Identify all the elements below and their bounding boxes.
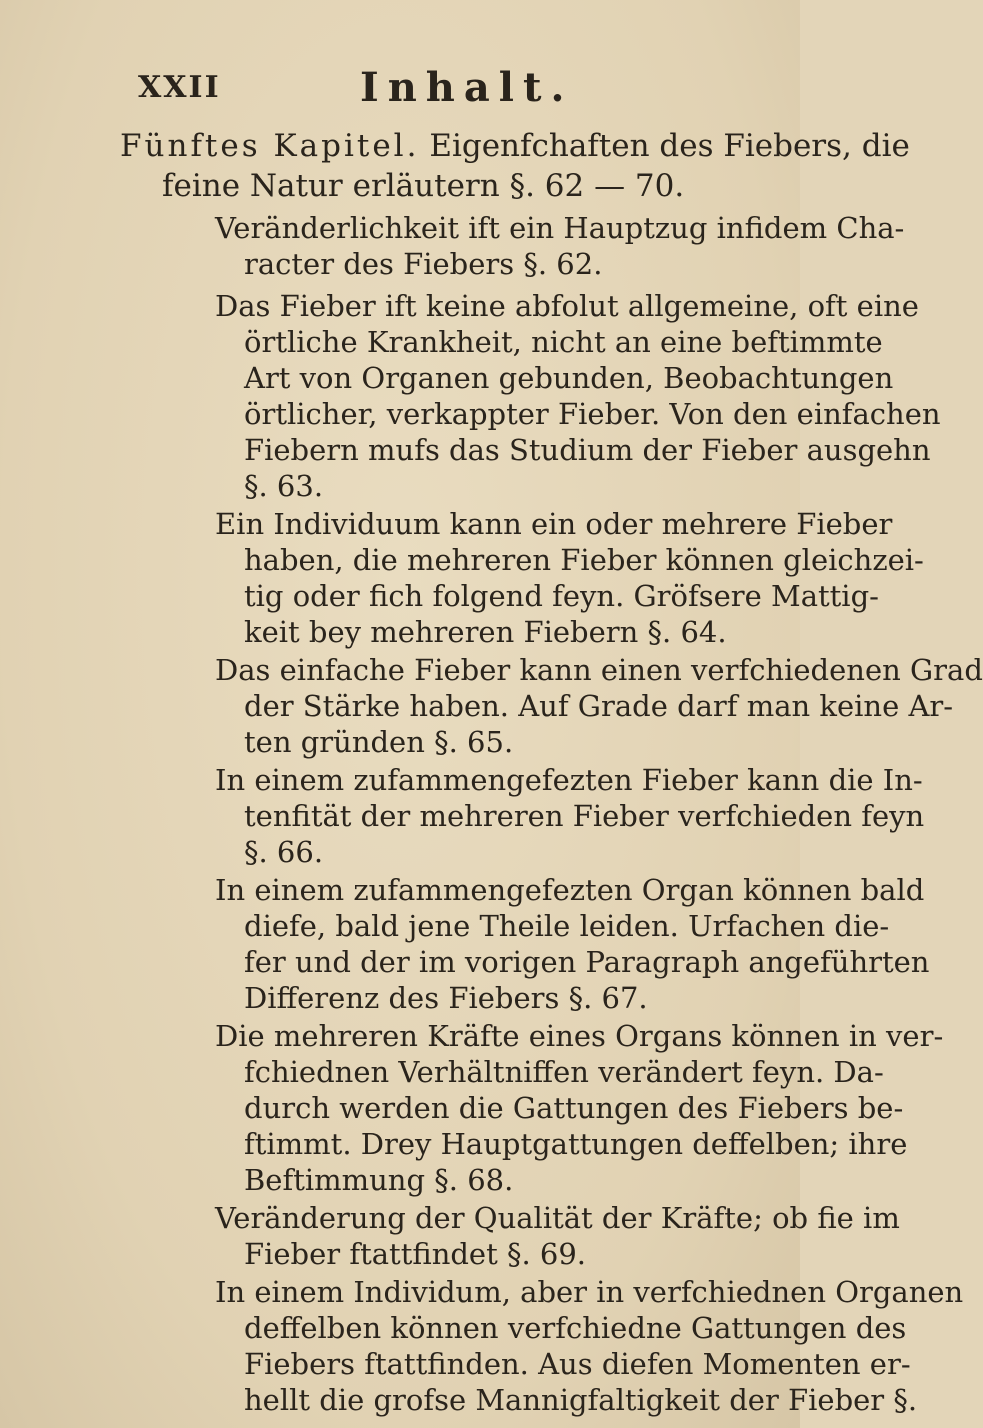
toc-line: tenfität der mehreren Fieber verfchieden feyn [244,799,925,833]
toc-line: Beftimmung §. 68. [244,1163,514,1197]
toc-line: Die mehreren Kräfte eines Organs können in ver- [215,1019,944,1053]
toc-line: racter des Fiebers §. 62. [244,247,603,281]
toc-line: deffelben können verfchiedne Gattungen des [244,1311,907,1345]
toc-line: Fieber ftattfindet §. 69. [244,1237,587,1271]
toc-line: Veränderlichkeit ift ein Hauptzug infidem Cha- [215,211,905,245]
toc-line: fer und der im vorigen Paragraph angeführten [244,945,930,979]
toc-line: örtlicher, verkappter Fieber. Von den einfachen [244,397,941,431]
toc-line: diefe, bald jene Theile leiden. Urfachen die- [244,909,890,943]
page-title: Inhalt. [360,64,574,111]
toc-line: Art von Organen gebunden, Beobachtungen [244,361,894,395]
toc-line: fchiednen Verhältniffen verändert feyn. Da- [244,1055,884,1089]
toc-line: §. 66. [244,835,324,869]
toc-line: In einem zufammengefezten Fieber kann die In- [215,763,923,797]
toc-line: Fiebern mufs das Studium der Fieber ausgehn [244,433,931,467]
chapter5-heading-cont: feine Natur erläutern §. 62 — 70. [162,168,685,204]
page-header [0,64,800,120]
toc-line: durch werden die Gattungen des Fiebers be- [244,1091,904,1125]
toc-line: tig oder fich folgend feyn. Gröfsere Mattig- [244,579,879,613]
toc-line: Das Fieber ift keine abfolut allgemeine, oft eine [215,289,919,323]
page-number: XXII [138,70,221,105]
toc-line: örtliche Krankheit, nicht an eine beftimmte [244,325,883,359]
toc-line: Das einfache Fieber kann einen verfchiedenen Grad [215,653,983,687]
toc-line: ftimmt. Drey Hauptgattungen deffelben; ihre [244,1127,908,1161]
toc-line: In einem Individum, aber in verfchiednen Organen [215,1275,964,1309]
toc-line: Differenz des Fiebers §. 67. [244,981,648,1015]
toc-line: keit bey mehreren Fiebern §. 64. [244,615,727,649]
toc-line: Veränderung der Qualität der Kräfte; ob fie im [215,1201,900,1235]
chapter5-heading: Fünftes Kapitel. Eigenfchaften des Fiebers, die [120,128,910,164]
toc-line: In einem zufammengefezten Organ können bald [215,873,925,907]
toc-line: Fiebers ftattfinden. Aus diefen Momenten er- [244,1347,911,1381]
toc-line: haben, die mehreren Fieber können gleichzei- [244,543,924,577]
toc-line: Ein Individuum kann ein oder mehrere Fieber [215,507,893,541]
toc-line: §. 63. [244,469,324,503]
toc-line: der Stärke haben. Auf Grade darf man keine Ar- [244,689,954,723]
toc-line: hellt die grofse Mannigfaltigkeit der Fieber §. [244,1383,918,1417]
toc-line: ten gründen §. 65. [244,725,514,759]
